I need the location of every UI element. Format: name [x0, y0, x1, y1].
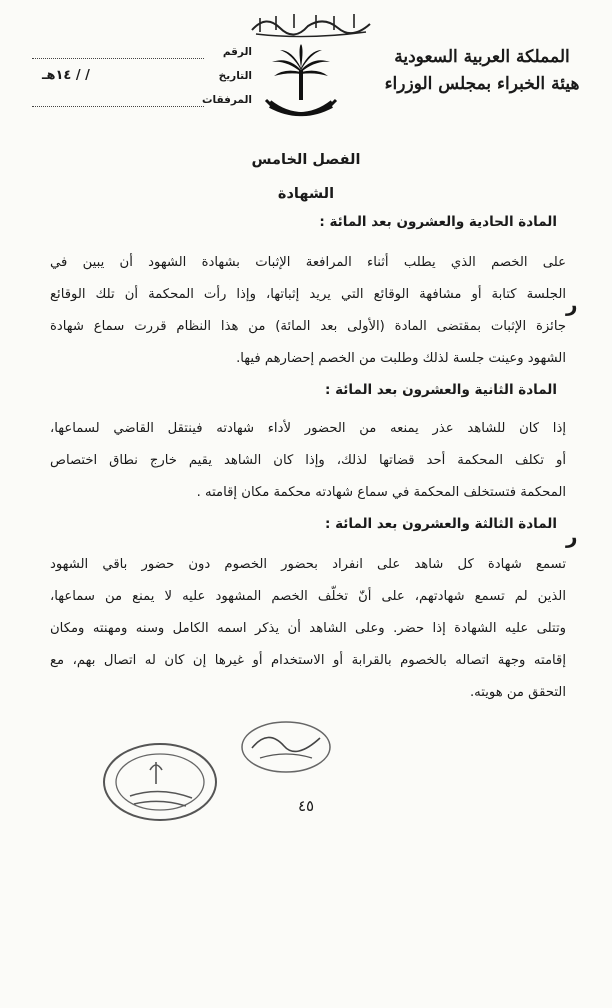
- text-line: على الخصم الذي يطلب أثناء المرافعة الإثبات بشهادة الشهود أن يبين في: [50, 255, 566, 270]
- signature-stamp: [238, 718, 334, 776]
- article-123-text: [50, 549, 566, 709]
- kingdom-name: المملكة العربية السعودية: [394, 47, 570, 67]
- article-123-heading: المادة الثالثة والعشرون بعد المائة :: [325, 516, 557, 532]
- text-line: الجلسة كتابة أو مشافهة الوقائع التي يريد إثباتها، وإذا رأت المحكمة أن تلك الوقائع: [50, 287, 566, 302]
- text-line: أو تكلف المحكمة أحد قضاتها لذلك، وإذا كان الشاهد يقيم خارج نطاق اختصاص: [50, 453, 566, 468]
- date-value: / / ١٤هـ: [42, 68, 90, 83]
- attachments-row: [32, 90, 252, 114]
- text-line: الذين لم تسمع شهادتهم، على أنّ تخلّف الخصم المشهود عليه لا يمنع من سماعها،: [50, 589, 566, 604]
- chapter-title: الفصل الخامس: [251, 152, 361, 168]
- reference-label: الرقم: [222, 46, 252, 58]
- authority-name: هيئة الخبراء بمجلس الوزراء: [384, 74, 580, 94]
- date-row: [32, 66, 252, 90]
- attachments-line: [32, 106, 204, 107]
- article-121-text: [50, 247, 566, 375]
- text-line: وتتلى عليه الشهادة إذا حضر. وعلى الشاهد أن يذكر اسمه الكامل وسنه ومهنته ومكان: [50, 621, 566, 636]
- letterhead-title: [382, 44, 582, 98]
- text-line: المحكمة فتستخلف المحكمة في سماع شهادته محكمة مكان إقامته .: [196, 485, 566, 500]
- reference-line: [32, 58, 204, 59]
- article-122-text: [50, 413, 566, 509]
- chapter-subtitle: الشهادة: [277, 186, 335, 202]
- margin-mark: ر: [566, 292, 578, 316]
- text-line: الشهود وعينت جلسة لذلك وطلبت من الخصم إحضارهم فيها.: [236, 351, 566, 366]
- text-line: إقامته وجهة اتصاله بالخصوم بالقرابة أو الاستخدام أو غيرها إن كان له اتصال بهم، مع: [50, 653, 566, 668]
- text-line: جائزة الإثبات بمقتضى المادة (الأولى بعد المائة) من هذا النظام قررت سماع شهادة: [50, 319, 566, 334]
- page-number: ٤٥: [297, 797, 315, 815]
- date-label: التاريخ: [218, 70, 252, 82]
- reference-row: [32, 42, 252, 66]
- attachments-label: المرفقات: [201, 94, 252, 106]
- article-122-heading: المادة الثانية والعشرون بعد المائة :: [325, 382, 557, 398]
- text-line: تسمع شهادة كل شاهد على انفراد بحضور الخصوم دون حضور باقي الشهود: [50, 557, 566, 572]
- basmala-calligraphy: [246, 6, 376, 40]
- text-line: إذا كان للشاهد عذر يمنعه من الحضور لأداء شهادته فينتقل القاضي لسماعها،: [50, 421, 566, 436]
- article-121-heading: المادة الحادية والعشرون بعد المائة :: [319, 214, 557, 230]
- reference-block: [32, 42, 252, 114]
- text-line: التحقق من هويته.: [469, 685, 566, 700]
- margin-mark: ر: [566, 524, 578, 548]
- saudi-emblem-icon: [258, 44, 344, 130]
